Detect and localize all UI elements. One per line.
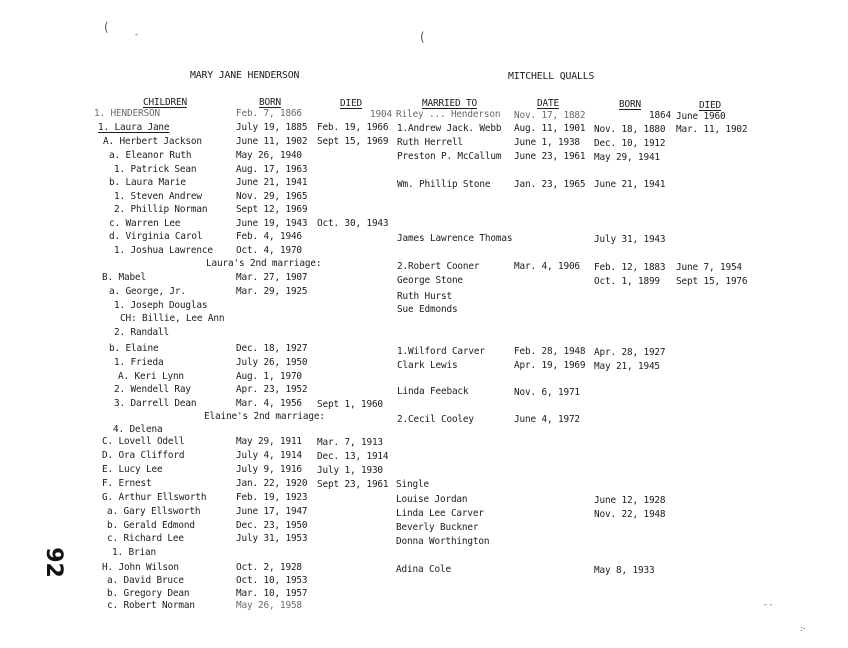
row-married: Sue Edmonds [397,304,458,315]
row-married: 2.Robert Cooner [397,261,480,272]
row-born: June 21, 1941 [236,177,308,188]
row-name: 1. Joseph Douglas [114,300,208,311]
row-married: James Lawrence Thomas [397,233,513,244]
row-born: Oct. 4, 1970 [236,245,302,256]
row-married: 1.Wilford Carver [397,346,485,357]
row-married: 2.Cecil Cooley [397,414,474,425]
row-name: 1. Frieda [114,357,164,368]
row-married: Louise Jordan [396,494,468,505]
row-name: 1. Laura Jane [98,122,170,133]
row-name: CH: Billie, Lee Ann [120,313,225,324]
row-married: Wm. Phillip Stone [397,179,491,190]
row-date: Aug. 11, 1901 [514,123,586,134]
row-name: F. Ernest [102,478,152,489]
row-spouse-born: 1864 [649,110,671,121]
row-died: Sept 15, 1969 [317,136,389,147]
row-spouse-born: Oct. 1, 1899 [594,276,660,287]
row-date: June 4, 1972 [514,414,580,425]
row-died: Dec. 13, 1914 [317,451,389,462]
row-name: d. Virginia Carol [109,231,203,242]
row-name: A. Keri Lynn [118,371,184,382]
col-born: BORN [259,97,281,108]
col-date: DATE [537,98,559,109]
row-born: Dec. 23, 1950 [236,520,308,531]
row-born: July 9, 1916 [236,464,302,475]
row-married: Riley ... Henderson [396,109,501,120]
row-born: June 11, 1902 [236,136,308,147]
row-name: c. Richard Lee [107,533,184,544]
row-name: 2. Phillip Norman [114,204,208,215]
col-spouse-born: BORN [619,99,641,110]
row-born: May 29, 1911 [236,436,302,447]
family-name-left: MARY JANE HENDERSON [190,70,300,81]
row-married: Ruth Hurst [397,291,452,302]
row-spouse-born: July 31, 1943 [594,234,666,245]
row-married: Beverly Buckner [396,522,479,533]
row-date: June 23, 1961 [514,151,586,162]
row-date: Apr. 19, 1969 [514,360,586,371]
row-born: Mar. 10, 1957 [236,588,308,599]
row-name: 1. HENDERSON [94,108,160,119]
row-name: 1. Joshua Lawrence [114,245,213,256]
row-date: Mar. 4, 1906 [514,261,580,272]
col-died: DIED [340,98,362,109]
row-born: Mar. 29, 1925 [236,286,308,297]
row-spouse-born: May 8, 1933 [594,565,655,576]
pen-mark: ( [104,20,109,34]
row-spouse-born: June 21, 1941 [594,179,666,190]
row-name: H. John Wilson [102,562,179,573]
row-spouse-born: Nov. 22, 1948 [594,509,666,520]
row-name: Elaine's 2nd marriage: [204,411,325,422]
row-died: Sept 23, 1961 [317,479,389,490]
row-spouse-died: June 7, 1954 [676,262,742,273]
row-spouse-born: Feb. 12, 1883 [594,262,666,273]
row-name: A. Herbert Jackson [103,136,202,147]
pen-mark: ( [420,30,425,44]
row-name: c. Robert Norman [107,600,195,611]
row-died: Mar. 7, 1913 [317,437,383,448]
scan-speck: :- [800,624,806,633]
row-born: Feb. 4, 1946 [236,231,302,242]
row-spouse-died: Mar. 11, 1902 [676,124,748,135]
row-born: Feb. 7, 1866 [236,108,302,119]
row-died: Feb. 19, 1966 [317,122,389,133]
row-born: Mar. 4, 1956 [236,398,302,409]
row-name: B. Mabel [102,272,146,283]
row-spouse-born: Apr. 28, 1927 [594,347,666,358]
row-spouse-born: May 29, 1941 [594,152,660,163]
row-born: Dec. 18, 1927 [236,343,308,354]
row-name: a. Gary Ellsworth [107,506,201,517]
row-spouse-born: Nov. 18, 1880 [594,124,666,135]
page-number: 92 [40,547,66,578]
row-died: Sept 1, 1960 [317,399,383,410]
row-born: Aug. 1, 1970 [236,371,302,382]
row-born: Feb. 19, 1923 [236,492,308,503]
row-married: Preston P. McCallum [397,151,502,162]
row-name: b. Gregory Dean [107,588,190,599]
row-married: Single [396,479,429,490]
row-spouse-died: Sept 15, 1976 [676,276,748,287]
row-name: a. George, Jr. [109,286,186,297]
row-born: Aug. 17, 1963 [236,164,308,175]
row-married: Donna Worthington [396,536,490,547]
row-born: May 26, 1958 [236,600,302,611]
row-died: July 1, 1930 [317,465,383,476]
row-name: Laura's 2nd marriage: [206,258,322,269]
row-name: c. Warren Lee [109,218,181,229]
row-name: b. Elaine [109,343,159,354]
family-name-right: MITCHELL QUALLS [508,71,595,82]
row-died: 1904 [370,109,392,120]
scan-speck: - - [764,600,773,609]
col-spouse-died: DIED [699,100,721,111]
row-born: Oct. 10, 1953 [236,575,308,586]
row-born: July 31, 1953 [236,533,308,544]
row-name: b. Gerald Edmond [107,520,195,531]
row-name: 2. Wendell Ray [114,384,191,395]
row-born: Nov. 29, 1965 [236,191,308,202]
row-born: Sept 12, 1969 [236,204,308,215]
row-name: 2. Randall [114,327,169,338]
row-name: a. David Bruce [107,575,184,586]
row-married: George Stone [397,275,463,286]
row-born: July 4, 1914 [236,450,302,461]
col-married-to: MARRIED TO [422,98,477,109]
row-name: 1. Steven Andrew [114,191,202,202]
row-married: Ruth Herrell [397,137,463,148]
row-name: 3. Darrell Dean [114,398,197,409]
row-date: Jan. 23, 1965 [514,179,586,190]
row-date: Feb. 28, 1948 [514,346,586,357]
row-date: Nov. 17, 1882 [514,110,586,121]
row-name: a. Eleanor Ruth [109,150,192,161]
row-date: Nov. 6, 1971 [514,387,580,398]
row-born: June 17, 1947 [236,506,308,517]
row-married: 1.Andrew Jack. Webb [397,123,502,134]
row-date: June 1, 1938 [514,137,580,148]
row-born: June 19, 1943 [236,218,308,229]
row-name: D. Ora Clifford [102,450,185,461]
row-name: C. Lovell Odell [102,436,185,447]
col-children: CHILDREN [143,97,187,108]
row-born: Mar. 27, 1907 [236,272,308,283]
row-spouse-born: June 12, 1928 [594,495,666,506]
row-married: Adina Cole [396,564,451,575]
row-name: 1. Patrick Sean [114,164,197,175]
row-name: G. Arthur Ellsworth [102,492,207,503]
row-born: May 26, 1940 [236,150,302,161]
row-born: Jan. 22, 1920 [236,478,308,489]
row-married: Linda Feeback [397,386,469,397]
row-born: July 26, 1950 [236,357,308,368]
row-name: 4. Delena [113,424,163,435]
row-born: July 19, 1885 [236,122,308,133]
row-born: Apr. 23, 1952 [236,384,308,395]
row-spouse-born: Dec. 10, 1912 [594,138,666,149]
row-name: E. Lucy Lee [102,464,163,475]
row-name: b. Laura Marie [109,177,186,188]
pen-mark: - [135,30,139,40]
row-name: 1. Brian [112,547,156,558]
row-married: Clark Lewis [397,360,458,371]
row-spouse-born: May 21, 1945 [594,361,660,372]
row-born: Oct. 2, 1928 [236,562,302,573]
row-married: Linda Lee Carver [396,508,484,519]
row-spouse-died: June 1960 [676,111,726,122]
row-died: Oct. 30, 1943 [317,218,389,229]
